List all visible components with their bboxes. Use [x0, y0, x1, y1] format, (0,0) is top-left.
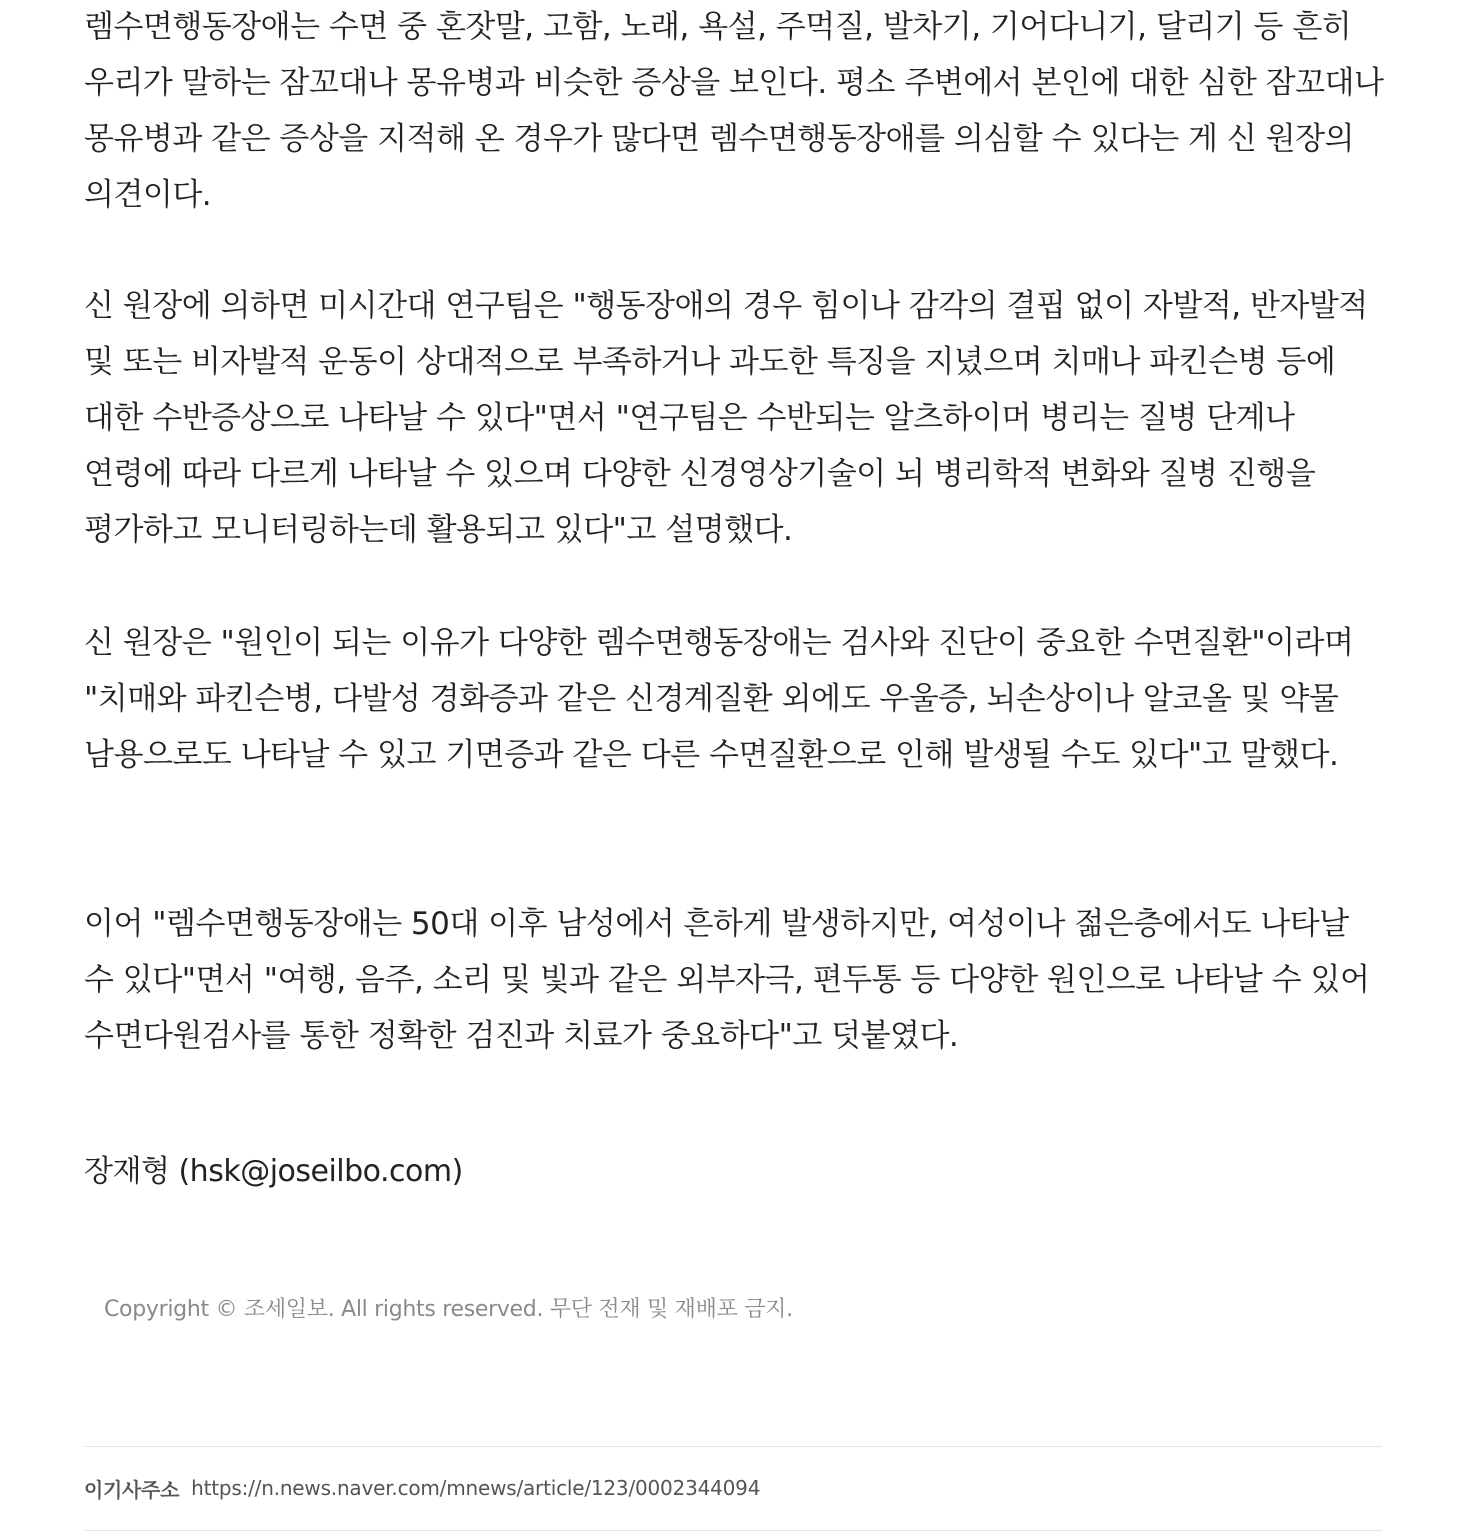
- footer-divider-bottom: [84, 1530, 1382, 1531]
- article-paragraph-1: 렘수면행동장애는 수면 중 혼잣말, 고함, 노래, 욕설, 주먹질, 발차기, 기어다니기, 달리기 등 흔히 우리가 말하는 잠꼬대나 몽유병과 비슷한 증상을 보인다. 평소 주변에서 본인에 대한 심한 잠꼬대나 몽유병과 같은 증상을 지적해 온 경우가 많다면 렘수면행동장애를 의심할 수 있다는 게 신 원장의 의견이다.: [84, 9, 1384, 213]
- article-paragraph-4: 이어 "렘수면행동장애는 50대 이후 남성에서 흔하게 발생하지만, 여성이나 젊은층에서도 나타날 수 있다"면서 "여행, 음주, 소리 및 빛과 같은 외부자극, 편두통 등 다양한 원인으로 나타날 수 있어 수면다원검사를 통한 정확한 검진과 치료가 중요하다"고 덧붙였다.: [84, 906, 1370, 1054]
- article-url-row: [84, 1470, 760, 1506]
- copyright-notice: Copyright © 조세일보. All rights reserved. 무단 전재 및 재배포 금지.: [104, 1297, 793, 1322]
- article-url-link[interactable]: https://n.news.naver.com/mnews/article/123/0002344094: [191, 1476, 761, 1500]
- article-paragraph-2: 신 원장에 의하면 미시간대 연구팀은 "행동장애의 경우 힘이나 감각의 결핍 없이 자발적, 반자발적 및 또는 비자발적 운동이 상대적으로 부족하거나 과도한 특징을 지녔으며 치매나 파킨슨병 등에 대한 수반증상으로 나타날 수 있다"면서 "연구팀은 수반되는 알츠하이머 병리는 질병 단계나 연령에 따라 다르게 나타날 수 있으며 다양한 신경영상기술이 뇌 병리학적 변화와 질병 진행을 평가하고 모니터링하는데 활용되고 있다"고 설명했다.: [84, 288, 1368, 548]
- article-paragraph-3: 신 원장은 "원인이 되는 이유가 다양한 렘수면행동장애는 검사와 진단이 중요한 수면질환"이라며 "치매와 파킨슨병, 다발성 경화증과 같은 신경계질환 외에도 우울증, 뇌손상이나 알코올 및 약물 남용으로도 나타날 수 있고 기면증과 같은 다른 수면질환으로 인해 발생될 수도 있다"고 말했다.: [84, 625, 1354, 773]
- footer-divider-top: [84, 1446, 1382, 1447]
- article-url-label: 이기사주소: [84, 1477, 180, 1502]
- reporter-byline: 장재형 (hsk@joseilbo.com): [84, 1154, 463, 1189]
